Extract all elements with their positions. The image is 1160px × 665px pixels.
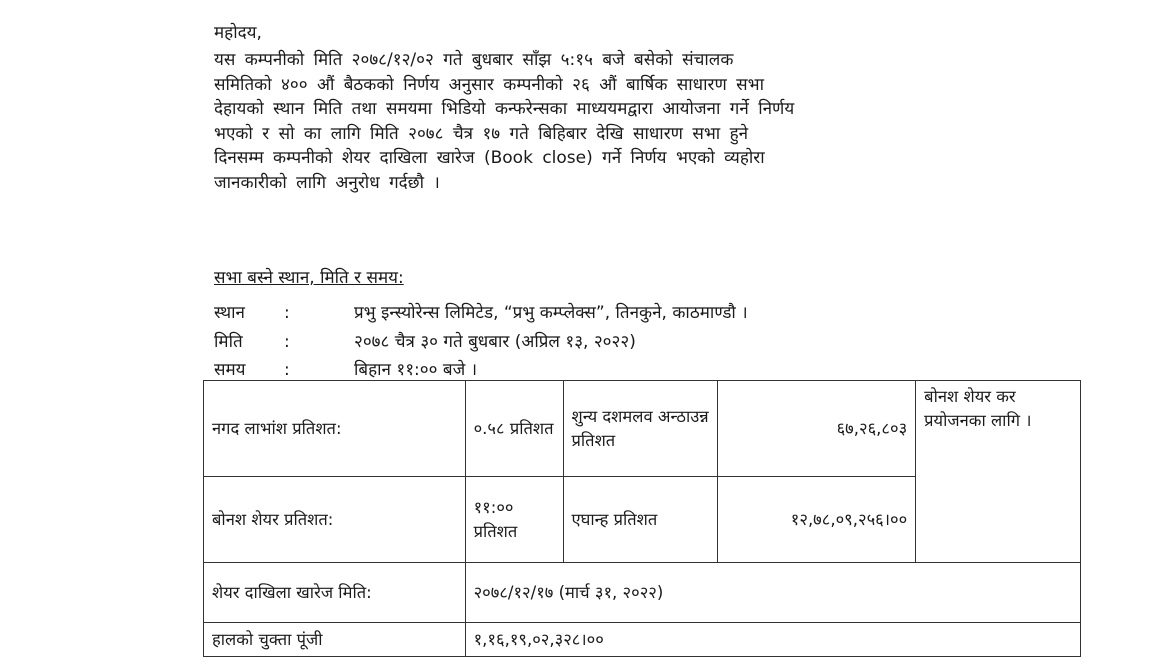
book-close-value: २०७८/१२/१७ (मार्च ३१, २०२२) <box>465 563 1080 623</box>
paragraph-line: जानकारीको लागि अनुरोध गर्दछौ । <box>214 172 440 193</box>
table-row <box>204 563 1081 623</box>
bonus-share-words: एघान्ह प्रतिशत <box>563 477 718 563</box>
meeting-date-row <box>214 329 636 352</box>
meeting-place-row <box>214 300 748 323</box>
separator-colon: : <box>284 332 290 352</box>
bonus-tax-note: बोनश शेयर कर प्रयोजनका लागि । <box>916 381 1081 563</box>
cash-dividend-words: शुन्य दशमलव अन्ठाउन्न प्रतिशत <box>563 381 718 477</box>
cash-dividend-label: नगद लाभांश प्रतिशत: <box>204 381 466 477</box>
paragraph-line: यस कम्पनीको मिति २०७८/१२/०२ गते बुधबार साँझ ५:१५ बजे बसेको संचालक <box>214 50 734 70</box>
time-value: बिहान ११:०० बजे । <box>354 360 478 380</box>
separator-colon: : <box>284 360 290 380</box>
time-label: समय <box>214 360 246 380</box>
place-value: प्रभु इन्स्योरेन्स लिमिटेड, “प्रभु कम्प्लेक्स”, तिनकुने, काठमाण्डौ । <box>354 303 748 323</box>
paid-up-capital-label: हालको चुक्ता पूंजी <box>204 623 466 657</box>
meeting-time-row <box>214 357 477 380</box>
notice-paragraph <box>214 48 1066 196</box>
table-row <box>204 381 1081 477</box>
paragraph-line: दिनसम्म कम्पनीको शेयर दाखिला खारेज (Book close) गर्ने निर्णय भएको व्यहोरा <box>214 148 765 169</box>
paragraph-line: भएको र सो का लागि मिति २०७८ चैत्र १७ गते बिहिबार देखि साधारण सभा हुने <box>214 123 749 144</box>
bonus-share-label: बोनश शेयर प्रतिशत: <box>204 477 466 563</box>
date-value: २०७८ चैत्र ३० गते बुधबार (अप्रिल १३, २०२२) <box>354 332 636 352</box>
paid-up-capital-value: १,१६,१९,०२,३२८।०० <box>465 623 1080 657</box>
cash-dividend-percent: ०.५८ प्रतिशत <box>465 381 563 477</box>
meeting-heading: सभा बस्ने स्थान, मिति र समय: <box>214 268 404 288</box>
date-label: मिति <box>214 332 243 352</box>
paragraph-line: देहायको स्थान मिति तथा समयमा भिडियो कन्फरेन्सका माध्ययमद्वारा आयोजना गर्ने निर्णय <box>214 99 795 120</box>
book-close-label: शेयर दाखिला खारेज मिति: <box>204 563 466 623</box>
paragraph-line: समितिको ४०० औं बैठकको निर्णय अनुसार कम्पनीको २६ औं बार्षिक साधारण सभा <box>214 74 765 95</box>
place-label: स्थान <box>214 303 245 323</box>
separator-colon: : <box>284 303 290 323</box>
bonus-share-amount: १२,७८,०९,२५६।०० <box>718 477 916 563</box>
cash-dividend-amount: ६७,२६,८०३ <box>718 381 916 477</box>
salutation: महोदय, <box>214 23 262 43</box>
dividend-table <box>203 380 1081 657</box>
table-row <box>204 623 1081 657</box>
bonus-share-percent: ११:०० प्रतिशत <box>465 477 563 563</box>
